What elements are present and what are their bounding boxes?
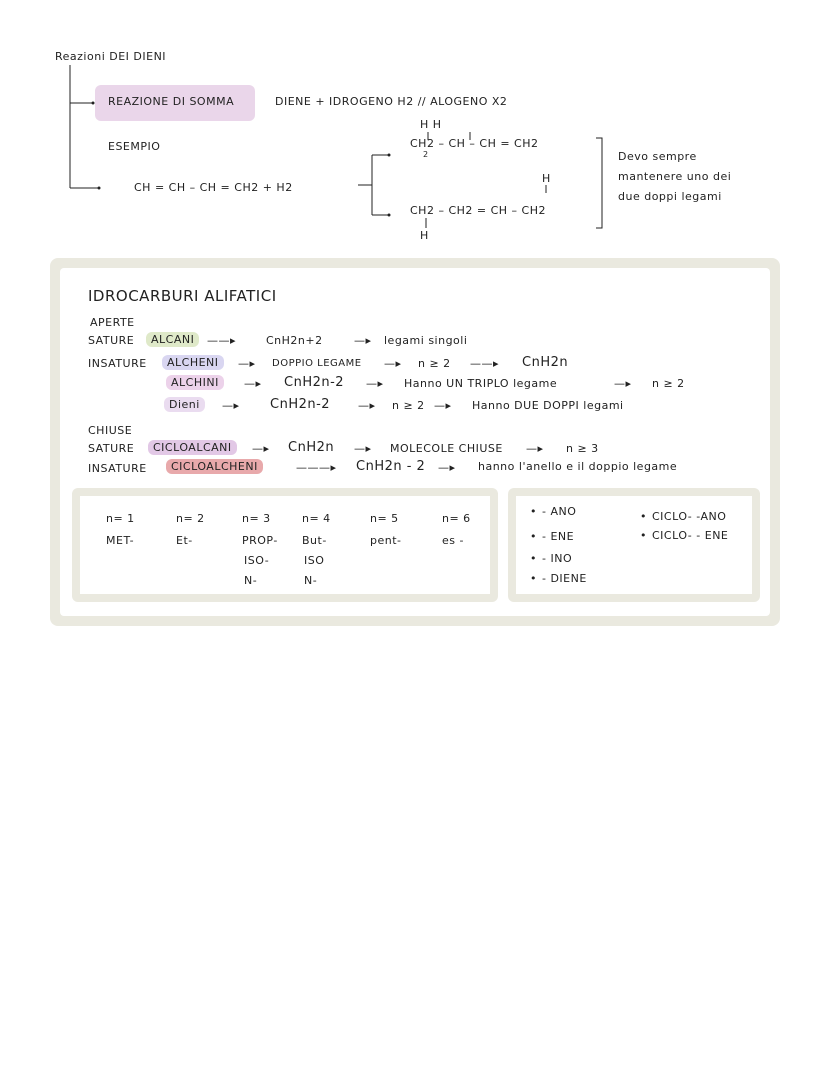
bullet: • [530,530,537,543]
arrow: —▸ [354,442,372,455]
arrow: —▸ [614,377,632,390]
arrow: —▸ [222,399,240,412]
prefix-value: MET- [106,534,135,547]
prefix-value: N- [244,574,258,587]
arrow: —▸ [354,334,372,347]
alcheni-formula: CnH2n [522,355,569,370]
arrow: —▸ [434,399,452,412]
prefix-value: pent- [370,534,402,547]
alchini-formula: CnH2n-2 [284,375,345,390]
reagents-text: DIENE + IDROGENO H2 // ALOGENO X2 [275,95,508,108]
prefix-value: PROP- [242,534,278,547]
suffix-item: - DIENE [542,572,587,585]
alchini-description: Hanno UN TRIPLO legame [404,377,558,390]
tree-connector-lines [0,0,828,260]
dieni-description: Hanno DUE DOPPI legami [472,399,624,412]
closed-chains-label: CHIUSE [88,424,133,437]
suffix-item: CICLO- - ENE [652,529,729,542]
arrow: —▸ [366,377,384,390]
note-line: Devo sempre [618,150,697,163]
unsaturated-label: INSATURE [88,462,147,475]
note-line: mantenere uno dei [618,170,732,183]
bullet: • [640,529,647,542]
prefix-n: n= 6 [442,512,471,525]
alcani-formula: CnH2n+2 [266,334,323,347]
suffix-item: - INO [542,552,573,565]
product2-hydrogen-top: H [542,172,551,185]
reaction-equation: CH = CH – CH = CH2 + H2 [134,181,293,194]
prefix-n: n= 5 [370,512,399,525]
arrow: ———▸ [296,461,337,474]
alcani-description: legami singoli [384,334,468,347]
note-line: due doppi legami [618,190,722,203]
suffix-item: CICLO- -ANO [652,510,727,523]
arrow: ——▸ [470,357,500,370]
product2-hydrogen-bottom: H [420,229,429,242]
alcani-tag: ALCANI [146,332,199,347]
bullet: • [530,505,537,518]
prefix-value: Et- [176,534,193,547]
alchini-n: n ≥ 2 [652,377,685,390]
prefix-value: N- [304,574,318,587]
arrow: —▸ [252,442,270,455]
bullet: • [640,510,647,523]
arrow: ——▸ [207,334,237,347]
prefix-value: es - [442,534,464,547]
product2-formula: CH2 – CH2 = CH – CH2 [410,204,547,217]
cicloalcani-description: MOLECOLE CHIUSE [390,442,503,455]
prefix-value: But- [302,534,327,547]
section-title: Reazioni DEI DIENI [55,50,167,63]
dieni-tag: Dieni [164,397,205,412]
arrow: —▸ [526,442,544,455]
bullet: • [530,572,537,585]
alcheni-n: n ≥ 2 [418,357,451,370]
open-chains-label: APERTE [90,316,135,329]
prefix-table-frame [72,488,498,602]
saturated-label: SATURE [88,334,135,347]
arrow: —▸ [438,461,456,474]
prefix-n: n= 2 [176,512,205,525]
product1-formula: CH2 – CH – CH = CH2 [410,137,539,150]
prefix-value: ISO [304,554,325,567]
unsaturated-label: INSATURE [88,357,147,370]
box-title: IDROCARBURI ALIFATICI [88,287,277,305]
suffix-item: - ENE [542,530,575,543]
prefix-value: ISO- [244,554,270,567]
prefix-n: n= 1 [106,512,135,525]
arrow: —▸ [384,357,402,370]
product1-hydrogens: H H [420,118,442,131]
alcheni-tag: ALCHENI [162,355,224,370]
dieni-n: n ≥ 2 [392,399,425,412]
example-label: ESEMPIO [108,140,161,153]
cicloalcheni-formula: CnH2n - 2 [356,459,426,474]
reaction-type-label: REAZIONE DI SOMMA [108,95,235,108]
prefix-n: n= 3 [242,512,271,525]
suffix-item: - ANO [542,505,577,518]
arrow: —▸ [358,399,376,412]
dieni-formula: CnH2n-2 [270,397,331,412]
cicloalcheni-description: hanno l'anello e il doppio legame [478,460,678,473]
cicloalcheni-tag: CICLOALCHENI [166,459,263,474]
cicloalcani-formula: CnH2n [288,440,335,455]
saturated-label: SATURE [88,442,135,455]
prefix-n: n= 4 [302,512,331,525]
alcheni-description: DOPPIO LEGAME [272,358,362,369]
cicloalcani-n: n ≥ 3 [566,442,599,455]
arrow: —▸ [244,377,262,390]
product1-subscript: 2 [423,150,429,159]
alchini-tag: ALCHINI [166,375,224,390]
arrow: —▸ [238,357,256,370]
bullet: • [530,552,537,565]
cicloalcani-tag: CICLOALCANI [148,440,237,455]
